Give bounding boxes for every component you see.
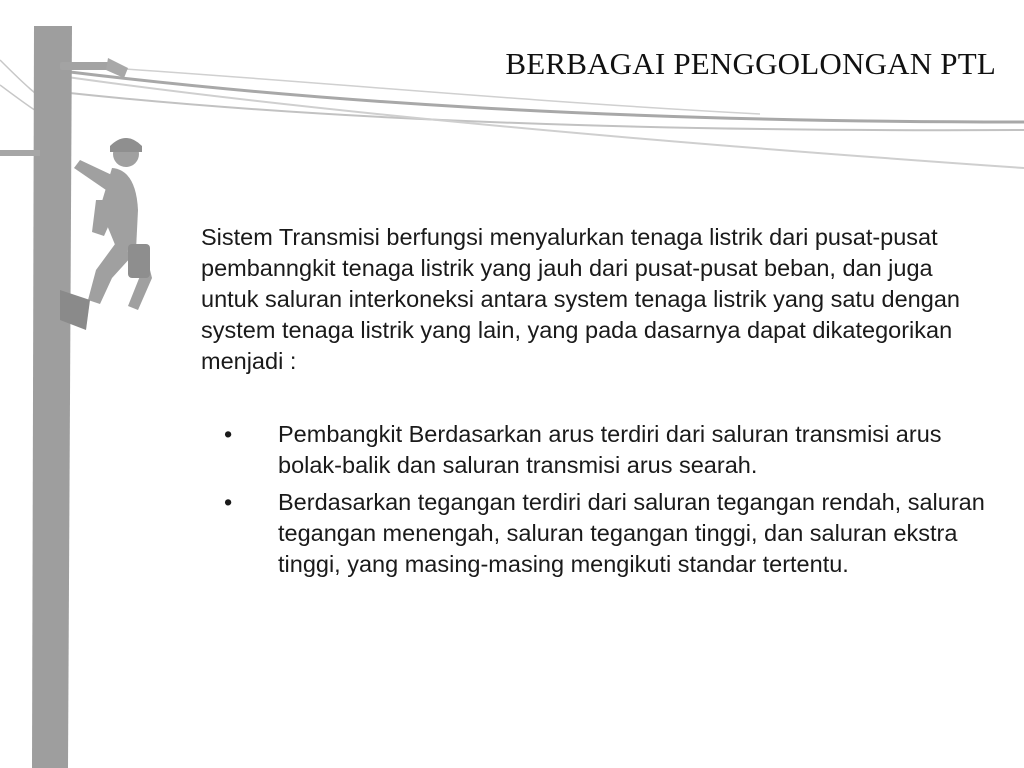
bullet-text: Pembangkit Berdasarkan arus terdiri dari saluran transmisi arus bolak-balik dan saluran transmisi arus searah. — [278, 421, 942, 478]
bullet-text: Berdasarkan tegangan terdiri dari saluran tegangan rendah, saluran tegangan menengah, saluran tegangan tinggi, dan saluran ekstra tinggi, yang masing-masing mengikuti standar tertentu. — [278, 489, 985, 577]
lineman-silhouette — [60, 138, 152, 330]
slide-title: BERBAGAI PENGGOLONGAN PTL — [505, 46, 996, 81]
utility-pole — [0, 26, 128, 768]
bullet-list — [222, 419, 992, 586]
list-item — [222, 487, 992, 580]
list-item — [222, 419, 992, 481]
intro-paragraph: Sistem Transmisi berfungsi menyalurkan tenaga listrik dari pusat-pusat pembanngkit tenaga listrik yang jauh dari pusat-pusat beban, dan juga untuk saluran interkoneksi antara system tenaga listrik yang satu dengan system tenaga listrik yang lain, yang pada dasarnya dapat dikategorikan menjadi : — [201, 224, 960, 374]
bullet-icon: • — [224, 421, 233, 447]
bullet-icon: • — [224, 489, 233, 515]
